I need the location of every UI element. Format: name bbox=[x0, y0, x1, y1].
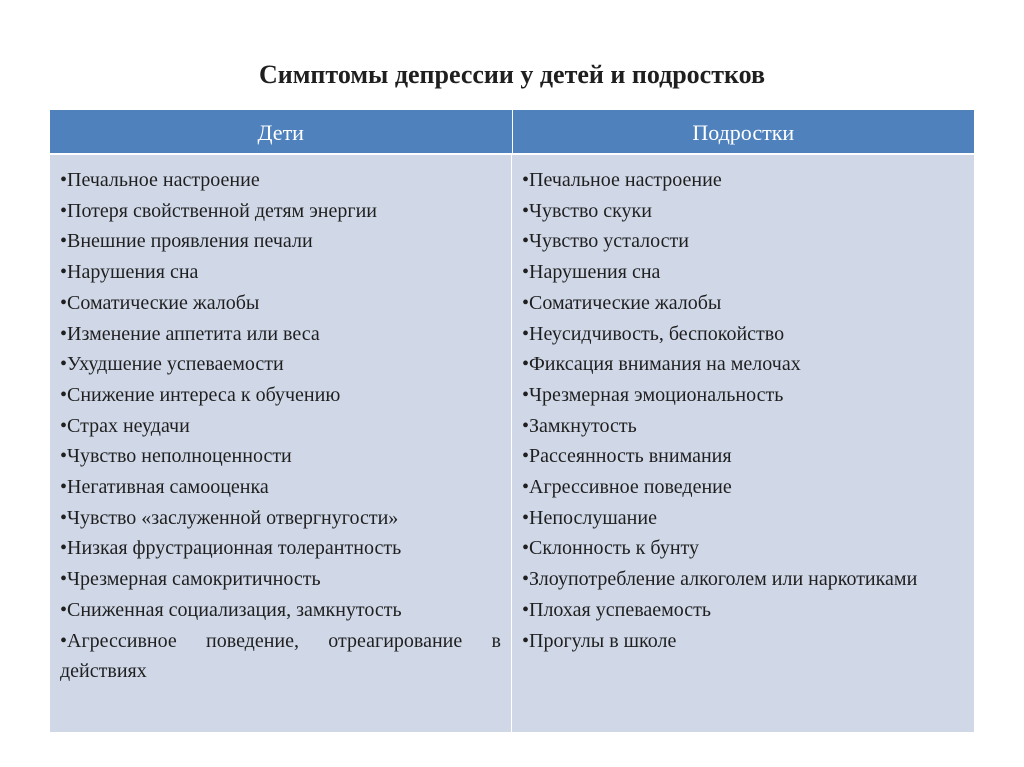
list-item: •Прогулы в школе bbox=[522, 629, 677, 652]
list-item: •Чрезмерная самокритичность bbox=[60, 568, 321, 591]
list-item: •Чувство усталости bbox=[522, 230, 689, 253]
list-item: •Склонность к бунту bbox=[522, 537, 699, 560]
list-item: •Непослушание bbox=[522, 506, 657, 529]
list-item: •Соматические жалобы bbox=[522, 291, 722, 314]
list-item: •Печальное настроение bbox=[60, 169, 260, 191]
table-header-row bbox=[50, 110, 974, 155]
list-item: •Чувство «заслуженной отвергнугости» bbox=[60, 506, 399, 529]
list-item: •Фиксация внимания на мелочах bbox=[522, 353, 801, 376]
list-item: •Агрессивное поведение bbox=[522, 476, 732, 499]
header-children: Дети bbox=[50, 110, 513, 153]
header-teens: Подростки bbox=[692, 120, 795, 145]
list-item: •Сниженная социализация, замкнутость bbox=[60, 598, 402, 621]
teens-symptoms-cell bbox=[512, 155, 974, 732]
list-item: •Страх неудачи bbox=[60, 414, 190, 437]
list-item: •Печальное настроение bbox=[522, 169, 722, 191]
table-body-row bbox=[50, 155, 974, 732]
symptoms-table bbox=[50, 110, 974, 732]
list-item: •Агрессивное поведение, отреагирование в действиях bbox=[60, 629, 501, 683]
list-item: •Изменение аппетита или веса bbox=[60, 322, 320, 345]
list-item: •Нарушения сна bbox=[60, 261, 199, 284]
list-item: •Чувство скуки bbox=[522, 199, 652, 222]
page-title: Симптомы депрессии у детей и подростков bbox=[258, 60, 766, 89]
list-item: •Снижение интереса к обучению bbox=[60, 383, 341, 406]
list-item: •Нарушения сна bbox=[522, 261, 661, 284]
list-item: •Низкая фрустрационная толерантность bbox=[60, 537, 402, 560]
list-item: •Чувство неполноценности bbox=[60, 445, 292, 468]
list-item: •Потеря свойственной детям энергии bbox=[60, 199, 377, 222]
list-item: •Неусидчивость, беспокойство bbox=[522, 322, 785, 345]
list-item: •Плохая успеваемость bbox=[522, 598, 712, 621]
children-symptoms-cell bbox=[50, 155, 512, 732]
list-item: •Чрезмерная эмоциональность bbox=[522, 383, 784, 406]
list-item: •Замкнутость bbox=[522, 414, 637, 437]
list-item: •Злоупотребление алкоголем или наркотиками bbox=[522, 568, 918, 591]
list-item: •Соматические жалобы bbox=[60, 291, 260, 314]
list-item: •Негативная самооценка bbox=[60, 476, 269, 499]
list-item: •Ухудшение успеваемости bbox=[60, 353, 284, 376]
list-item: •Рассеянность внимания bbox=[522, 445, 732, 468]
list-item: •Внешние проявления печали bbox=[60, 230, 313, 253]
